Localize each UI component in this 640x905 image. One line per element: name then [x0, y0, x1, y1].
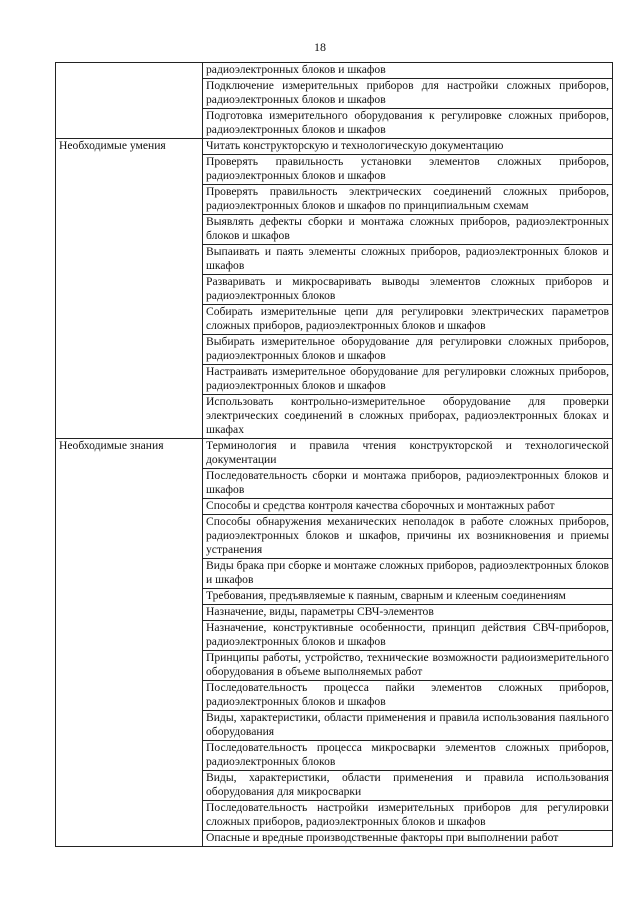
row-category-label: Необходимые знания — [56, 439, 203, 847]
row-description: Разваривать и микросваривать выводы элементов сложных приборов и радиоэлектронных блоков — [203, 275, 613, 305]
row-description: Виды брака при сборке и монтаже сложных приборов, радиоэлектронных блоков и шкафов — [203, 559, 613, 589]
row-category-label: Необходимые умения — [56, 139, 203, 439]
row-description: Назначение, виды, параметры СВЧ-элементов — [203, 605, 613, 621]
row-category-label — [56, 63, 203, 139]
row-description: Опасные и вредные производственные факторы при выполнении работ — [203, 831, 613, 847]
requirements-table-body — [56, 63, 613, 847]
row-description: Использовать контрольно-измерительное оборудование для проверки электрических соединений в сложных приборах, радиоэлектронных блоках и шкафах — [203, 395, 613, 439]
row-description: Выявлять дефекты сборки и монтажа сложных приборов, радиоэлектронных блоков и шкафов — [203, 215, 613, 245]
row-description: Требования, предъявляемые к паяным, сварным и клееным соединениям — [203, 589, 613, 605]
table-row — [56, 63, 613, 79]
row-description: Виды, характеристики, области применения и правила использования паяльного оборудования — [203, 711, 613, 741]
row-description: Проверять правильность электрических соединений сложных приборов, радиоэлектронных блоков и шкафов по принципиальным схемам — [203, 185, 613, 215]
row-description: Виды, характеристики, области применения и правила использования оборудования для микросварки — [203, 771, 613, 801]
requirements-table — [55, 62, 613, 847]
row-description: Способы и средства контроля качества сборочных и монтажных работ — [203, 499, 613, 515]
row-description: Проверять правильность установки элементов сложных приборов, радиоэлектронных блоков и шкафов — [203, 155, 613, 185]
row-description: Подключение измерительных приборов для настройки сложных приборов, радиоэлектронных блоков и шкафов — [203, 79, 613, 109]
row-description: Принципы работы, устройство, технические возможности радиоизмерительного оборудования в объеме выполняемых работ — [203, 651, 613, 681]
row-description: Выбирать измерительное оборудование для регулировки сложных приборов, радиоэлектронных блоков и шкафов — [203, 335, 613, 365]
row-description: Терминология и правила чтения конструкторской и технологической документации — [203, 439, 613, 469]
row-description: радиоэлектронных блоков и шкафов — [203, 63, 613, 79]
row-description: Последовательность процесса пайки элементов сложных приборов, радиоэлектронных блоков и шкафов — [203, 681, 613, 711]
row-description: Последовательность сборки и монтажа приборов, радиоэлектронных блоков и шкафов — [203, 469, 613, 499]
row-description: Подготовка измерительного оборудования к регулировке сложных приборов, радиоэлектронных блоков и шкафов — [203, 109, 613, 139]
row-description: Назначение, конструктивные особенности, принцип действия СВЧ-приборов, радиоэлектронных блоков и шкафов — [203, 621, 613, 651]
table-row — [56, 439, 613, 469]
row-description: Настраивать измерительное оборудование для регулировки сложных приборов, радиоэлектронных блоков и шкафов — [203, 365, 613, 395]
page-number: 18 — [314, 40, 326, 54]
row-description: Выпаивать и паять элементы сложных приборов, радиоэлектронных блоков и шкафов — [203, 245, 613, 275]
row-description: Читать конструкторскую и технологическую документацию — [203, 139, 613, 155]
row-description: Последовательность процесса микросварки элементов сложных приборов, радиоэлектронных блоков — [203, 741, 613, 771]
row-description: Последовательность настройки измерительных приборов для регулировки сложных приборов, радиоэлектронных блоков и шкафов — [203, 801, 613, 831]
row-description: Способы обнаружения механических неполадок в работе сложных приборов, радиоэлектронных блоков и шкафов, причины их возникновения и приемы устранения — [203, 515, 613, 559]
row-description: Собирать измерительные цепи для регулировки электрических параметров сложных приборов, радиоэлектронных блоков и шкафов — [203, 305, 613, 335]
table-row — [56, 139, 613, 155]
